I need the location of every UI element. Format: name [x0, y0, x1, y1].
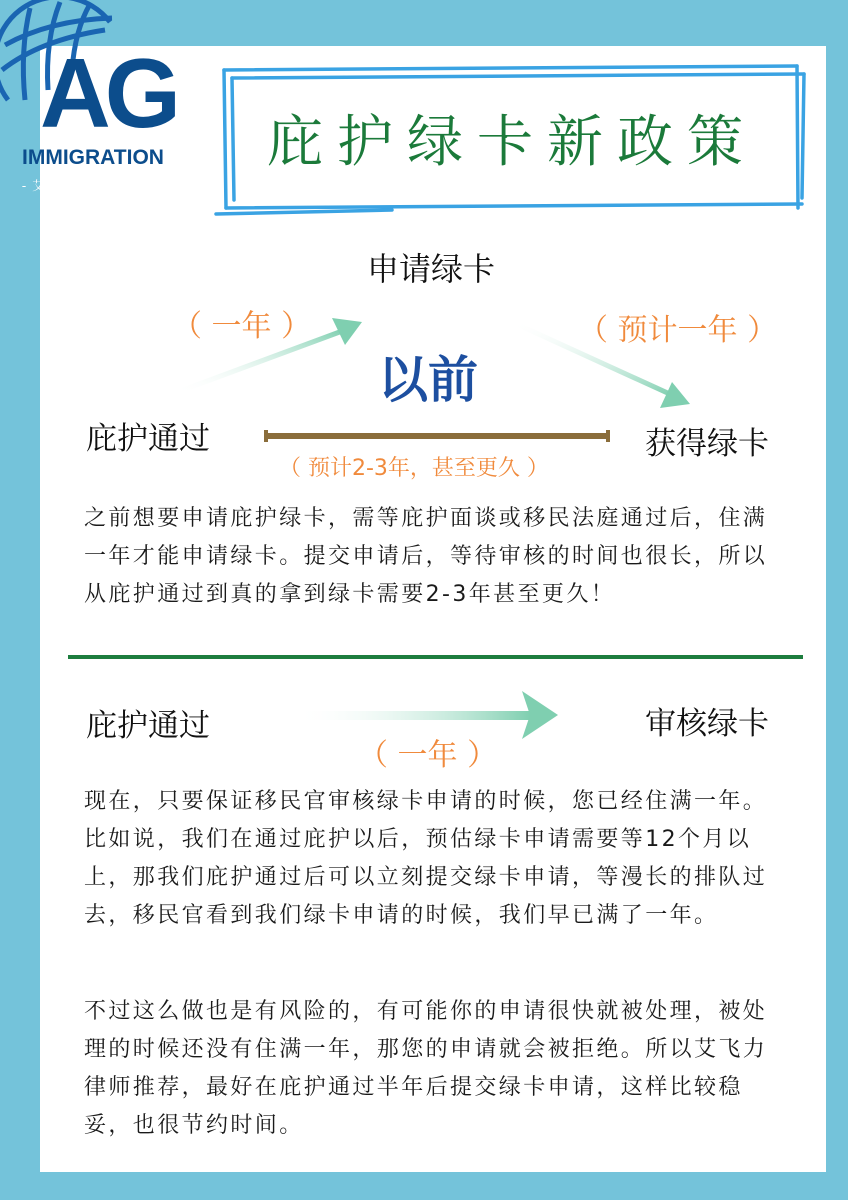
now-asylum-approved-label: 庇护通过 [86, 708, 210, 744]
now-paragraph-2: 不过这么做也是有风险的，有可能你的申请很快就被处理，被处理的时候还没有住满一年，那您的申请就会被拒绝。所以艾飞力律师推荐，最好在庇护通过半年后提交绿卡申请，这样比较稳妥，也很节约时间。 [84, 999, 768, 1138]
logo-subtitle: - 艾飛力全球律師集團 - [21, 178, 165, 193]
get-green-card-label: 获得绿卡 [645, 426, 769, 462]
logo-name: IMMIGRATION [22, 146, 164, 169]
now-one-year-label: （ 一年 ） [358, 738, 498, 773]
apply-green-card-label: 申请绿卡 [367, 250, 496, 288]
one-year-label: （ 一年 ） [172, 309, 312, 344]
expected-one-year-label: （ 预计一年 ） [578, 313, 778, 348]
review-green-card-label: 审核绿卡 [645, 706, 769, 742]
before-paragraph: 之前想要申请庇护绿卡，需等庇护面谈或移民法庭通过后，住满一年才能申请绿卡。提交申请后，等待审核的时间也很长，所以从庇护通过到真的拿到绿卡需要2-3年甚至更久！ [84, 506, 768, 607]
section-divider [68, 655, 803, 659]
now-paragraph-1: 现在，只要保证移民官审核绿卡申请的时候，您已经住满一年。比如说，我们在通过庇护以后，预估绿卡申请需要等12个月以上，那我们庇护通过后可以立刻提交绿卡申请，等漫长的排队过去，移民官看到我们绿卡申请的时候，我们早已满了一年。 [84, 789, 768, 928]
asylum-approved-label: 庇护通过 [86, 421, 210, 457]
expected-total-label: （ 预计2-3年，甚至更久 ） [279, 456, 549, 481]
double-arrow-icon [266, 430, 608, 442]
before-label: 以前 [378, 351, 478, 409]
page-title: 庇护绿卡新政策 [267, 110, 757, 175]
logo-mark: AG [40, 38, 175, 148]
